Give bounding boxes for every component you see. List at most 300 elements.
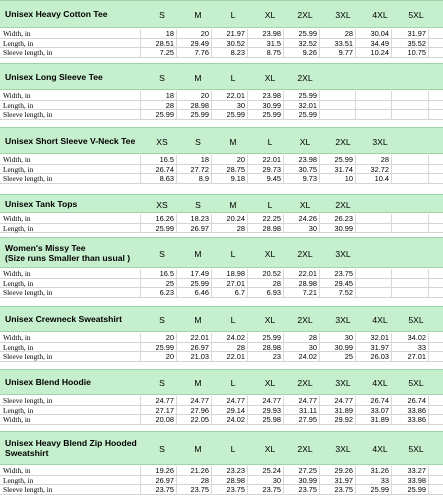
size-column-label: 2XL (297, 378, 313, 388)
measurement-value: 23.75 (262, 485, 281, 495)
measurement-value: 24.77 (226, 396, 245, 405)
grid-line (391, 333, 392, 362)
measurement-value: 24.77 (334, 396, 353, 405)
grid-line (176, 155, 177, 184)
measurement-value: 18 (200, 155, 209, 164)
measurement-value: 30.04 (370, 29, 389, 38)
measurement-label: Width, in (3, 214, 31, 223)
size-column-label: XL (264, 10, 276, 20)
measurement-value: 10.4 (374, 174, 389, 184)
size-column-label: XL (299, 200, 311, 210)
measurement-value: 25.99 (190, 278, 209, 288)
measurement-value: 6.7 (234, 288, 245, 298)
measurement-value: 20 (200, 29, 209, 38)
measurement-value: 23.75 (334, 485, 353, 495)
measurement-row (0, 476, 443, 486)
size-column-label: M (194, 73, 202, 83)
measurement-value: 24.77 (155, 396, 174, 405)
measurement-label: Sleeve length, in (3, 174, 53, 184)
size-column-label: 3XL (335, 315, 351, 325)
size-column-label: 2XL (297, 10, 313, 20)
measurement-value: 34.49 (370, 38, 389, 48)
section-header (0, 237, 443, 268)
measurement-value: 23.98 (298, 155, 317, 164)
grid-line (140, 214, 141, 233)
measurement-value: 28.51 (155, 38, 174, 48)
measurement-value: 23 (272, 352, 281, 362)
section-header (0, 0, 443, 28)
grid-line (319, 29, 320, 58)
measurement-value: 7.76 (194, 48, 209, 58)
measurement-value: 26.97 (190, 342, 209, 352)
grid-line (211, 396, 212, 425)
grid-line (319, 466, 320, 495)
measurement-value: 30.75 (298, 164, 317, 174)
grid-line (176, 333, 177, 362)
measurement-value: 18.98 (226, 269, 245, 278)
measurement-label: Length, in (3, 164, 34, 174)
measurement-value: 23.75 (334, 269, 353, 278)
measurement-value: 6.23 (159, 288, 174, 298)
measurement-value: 27.95 (298, 415, 317, 425)
measurement-row (0, 91, 443, 101)
measurement-row (0, 485, 443, 495)
measurement-value: 29.73 (262, 164, 281, 174)
grid-line (283, 155, 284, 184)
measurement-value: 20.08 (155, 415, 174, 425)
grid-line (211, 29, 212, 58)
measurement-value: 24.77 (298, 396, 317, 405)
measurement-value: 33 (380, 475, 389, 485)
measurement-value: 32.01 (298, 100, 317, 110)
grid-line (211, 91, 212, 120)
measurement-row (0, 415, 443, 425)
size-column-label: S (159, 249, 165, 259)
measurement-value: 18 (165, 29, 174, 38)
grid-line (428, 269, 429, 298)
measurement-value: 25.99 (334, 155, 353, 164)
grid-line (247, 466, 248, 495)
measurement-value: 16.26 (155, 214, 174, 223)
grid-line (355, 214, 356, 233)
measurement-value: 31.26 (370, 466, 389, 475)
measurement-value: 33 (417, 342, 426, 352)
measurement-row (0, 174, 443, 184)
measurement-value: 25.99 (155, 342, 174, 352)
measurement-value: 31.11 (299, 405, 317, 415)
size-column-label: 3XL (335, 249, 351, 259)
measurement-value: 7.25 (159, 48, 174, 58)
measurement-value: 25.99 (226, 110, 245, 120)
measurement-value: 28 (200, 475, 209, 485)
grid-line (176, 29, 177, 58)
measurement-value: 28 (308, 333, 317, 342)
measurement-row (0, 343, 443, 353)
measurement-value: 25.99 (190, 110, 209, 120)
section-title: Unisex Short Sleeve V-Neck Tee (5, 136, 136, 146)
measurement-label: Width, in (3, 466, 31, 475)
measurement-value: 23.75 (226, 485, 245, 495)
measurement-value: 33.86 (407, 405, 426, 415)
size-column-label: XL (264, 315, 276, 325)
measurement-value: 24.26 (298, 214, 317, 223)
measurement-value: 27.25 (298, 466, 317, 475)
measurement-value: 27.72 (190, 164, 209, 174)
section-title: Unisex Tank Tops (5, 199, 78, 209)
grid-line (428, 396, 429, 425)
measurement-value: 25.99 (262, 110, 281, 120)
measurement-value: 28 (236, 223, 245, 233)
measurement-value: 28.98 (226, 475, 245, 485)
measurement-value: 23.75 (155, 485, 174, 495)
size-column-label: XS (156, 200, 168, 210)
section-header (0, 127, 443, 154)
measurement-value: 25.99 (370, 485, 389, 495)
measurement-value: 24.02 (298, 352, 317, 362)
measurement-label: Sleeve length, in (3, 352, 53, 362)
size-column-label: 3XL (335, 378, 351, 388)
measurement-value: 27.96 (190, 405, 209, 415)
section-title: Unisex Long Sleeve Tee (5, 72, 103, 82)
grid-line (391, 269, 392, 298)
measurement-value: 26.03 (370, 352, 389, 362)
measurement-row (0, 165, 443, 175)
size-column-label: L (230, 378, 236, 388)
measurement-value: 28.98 (298, 278, 317, 288)
measurement-value: 28.98 (190, 100, 209, 110)
measurement-row (0, 39, 443, 49)
measurement-value: 26.74 (370, 396, 389, 405)
measurement-label: Sleeve length, in (3, 396, 53, 405)
measurement-value: 9.18 (230, 174, 245, 184)
grid-line (391, 396, 392, 425)
measurement-value: 10 (344, 174, 353, 184)
measurement-value: 25.99 (407, 485, 426, 495)
size-column-label: S (159, 444, 165, 454)
measurement-value: 28 (165, 100, 174, 110)
section-header (0, 306, 443, 332)
measurement-row (0, 333, 443, 343)
measurement-row (0, 110, 443, 120)
section-title: Sweatshirt (5, 448, 49, 458)
measurement-value: 30 (308, 342, 317, 352)
grid-line (319, 91, 320, 120)
section-title: Unisex Heavy Cotton Tee (5, 9, 108, 19)
measurement-value: 24.77 (262, 396, 281, 405)
size-column-label: L (267, 137, 273, 147)
grid-line (247, 155, 248, 184)
grid-line (428, 29, 429, 58)
measurement-value: 23.75 (298, 485, 317, 495)
measurement-value: 33.98 (407, 475, 426, 485)
measurement-value: 26.97 (190, 223, 209, 233)
grid-line (140, 396, 141, 425)
grid-line (211, 155, 212, 184)
size-column-label: L (230, 315, 236, 325)
size-column-label: XL (264, 249, 276, 259)
measurement-value: 19.26 (155, 466, 174, 475)
size-column-label: XL (264, 444, 276, 454)
measurement-value: 31.97 (407, 29, 426, 38)
grid-line (211, 269, 212, 298)
grid-line (319, 155, 320, 184)
measurement-value: 25.24 (262, 466, 281, 475)
measurement-value: 25.99 (155, 223, 174, 233)
measurement-value: 26.23 (334, 214, 353, 223)
grid-line (176, 269, 177, 298)
measurement-value: 23.98 (262, 29, 281, 38)
measurement-value: 22.01 (262, 155, 281, 164)
grid-line (428, 214, 429, 233)
measurement-value: 8.23 (230, 48, 245, 58)
size-column-label: M (229, 200, 237, 210)
measurement-value: 27.01 (226, 278, 245, 288)
grid-line (283, 91, 284, 120)
measurement-value: 16.5 (159, 269, 174, 278)
grid-line (355, 333, 356, 362)
measurement-label: Sleeve length, in (3, 48, 53, 58)
grid-line (283, 396, 284, 425)
section-title: (Size runs Smaller than usual ) (5, 253, 131, 263)
measurement-value: 28 (272, 278, 281, 288)
measurement-value: 20 (200, 91, 209, 100)
measurement-value: 23.23 (226, 466, 245, 475)
measurement-value: 30.52 (226, 38, 245, 48)
measurement-value: 21.97 (226, 29, 245, 38)
grid-line (176, 91, 177, 120)
measurement-value: 28 (344, 29, 353, 38)
measurement-value: 9.77 (338, 48, 353, 58)
measurement-value: 26.74 (407, 396, 426, 405)
measurement-value: 7.52 (338, 288, 353, 298)
measurement-label: Sleeve length, in (3, 288, 53, 298)
measurement-value: 31.97 (370, 342, 389, 352)
size-column-label: 3XL (372, 137, 388, 147)
measurement-value: 29.14 (226, 405, 245, 415)
measurement-value: 35.52 (407, 38, 426, 48)
grid-line (247, 333, 248, 362)
measurement-value: 25 (344, 352, 353, 362)
grid-line (140, 269, 141, 298)
size-column-label: 2XL (297, 444, 313, 454)
grid-line (140, 155, 141, 184)
measurement-row (0, 155, 443, 165)
grid-line (283, 333, 284, 362)
measurement-row (0, 279, 443, 289)
grid-line (247, 29, 248, 58)
measurement-value: 28 (380, 155, 389, 164)
size-column-label: M (194, 249, 202, 259)
measurement-value: 25.98 (262, 415, 281, 425)
size-column-label: L (230, 10, 236, 20)
measurement-value: 31.89 (370, 415, 389, 425)
size-column-label: M (194, 378, 202, 388)
measurement-value: 20 (165, 333, 174, 342)
measurement-row (0, 352, 443, 362)
measurement-value: 25.99 (262, 333, 281, 342)
measurement-value: 6.93 (266, 288, 281, 298)
measurement-row (0, 101, 443, 111)
grid-line (140, 91, 141, 120)
measurement-value: 20 (165, 352, 174, 362)
measurement-value: 18.23 (190, 214, 209, 223)
size-column-label: XS (156, 137, 168, 147)
measurement-value: 31.5 (266, 38, 281, 48)
measurement-label: Width, in (3, 155, 31, 164)
section-title: Unisex Heavy Blend Zip Hooded (5, 438, 137, 448)
grid-line (355, 466, 356, 495)
grid-line (428, 333, 429, 362)
measurement-value: 25.99 (155, 110, 174, 120)
measurement-label: Width, in (3, 333, 31, 342)
measurement-row (0, 224, 443, 234)
measurement-label: Length, in (3, 100, 34, 110)
size-column-label: 5XL (408, 315, 424, 325)
measurement-value: 23.98 (262, 91, 281, 100)
size-column-label: M (194, 444, 202, 454)
section-header (0, 194, 443, 213)
measurement-value: 29.45 (334, 278, 353, 288)
measurement-value: 33.27 (407, 466, 426, 475)
measurement-value: 32.52 (298, 38, 317, 48)
section-title: Women's Missy Tee (5, 243, 86, 253)
measurement-value: 25 (165, 278, 174, 288)
measurement-row (0, 396, 443, 406)
measurement-value: 22.25 (262, 214, 281, 223)
measurement-value: 28 (236, 342, 245, 352)
measurement-value: 30 (272, 475, 281, 485)
measurement-value: 24.77 (190, 396, 209, 405)
measurement-value: 30 (236, 100, 245, 110)
measurement-value: 8.63 (159, 174, 174, 184)
measurement-value: 28.75 (226, 164, 245, 174)
section-title: Unisex Blend Hoodie (5, 377, 91, 387)
measurement-value: 30 (308, 223, 317, 233)
grid-line (176, 466, 177, 495)
section-header (0, 63, 443, 90)
measurement-value: 9.73 (302, 174, 317, 184)
grid-line (355, 396, 356, 425)
section-title: Unisex Crewneck Sweatshirt (5, 314, 123, 324)
size-column-label: XL (299, 137, 311, 147)
measurement-value: 33.86 (407, 415, 426, 425)
grid-line (391, 214, 392, 233)
measurement-value: 20 (236, 155, 245, 164)
grid-line (140, 333, 141, 362)
size-column-label: 4XL (372, 378, 388, 388)
measurement-value: 30.99 (262, 100, 281, 110)
size-column-label: S (159, 315, 165, 325)
measurement-value: 16.5 (159, 155, 174, 164)
measurement-row (0, 214, 443, 224)
measurement-value: 30 (344, 333, 353, 342)
grid-line (140, 466, 141, 495)
measurement-value: 22.01 (190, 333, 209, 342)
measurement-row (0, 48, 443, 58)
grid-line (391, 29, 392, 58)
measurement-label: Width, in (3, 269, 31, 278)
measurement-label: Length, in (3, 342, 34, 352)
size-column-label: S (159, 73, 165, 83)
size-column-label: L (230, 73, 236, 83)
measurement-value: 22.01 (298, 269, 317, 278)
measurement-value: 29.26 (334, 466, 353, 475)
measurement-row (0, 29, 443, 39)
size-column-label: 3XL (335, 10, 351, 20)
size-column-label: L (267, 200, 273, 210)
measurement-label: Length, in (3, 38, 34, 48)
measurement-value: 20.24 (226, 214, 245, 223)
grid-line (247, 91, 248, 120)
section-header (0, 369, 443, 395)
measurement-value: 20.52 (262, 269, 281, 278)
size-column-label: 2XL (335, 137, 351, 147)
measurement-value: 25.99 (298, 29, 317, 38)
size-column-label: M (194, 10, 202, 20)
measurement-value: 9.26 (302, 48, 317, 58)
size-column-label: XL (264, 73, 276, 83)
grid-line (247, 269, 248, 298)
grid-line (283, 29, 284, 58)
measurement-value: 29.93 (262, 405, 281, 415)
measurement-label: Width, in (3, 29, 31, 38)
measurement-value: 31.97 (334, 475, 353, 485)
measurement-label: Sleeve length, in (3, 110, 53, 120)
measurement-value: 6.46 (194, 288, 209, 298)
grid-line (428, 466, 429, 495)
grid-line (319, 333, 320, 362)
grid-line (283, 269, 284, 298)
measurement-value: 18 (165, 91, 174, 100)
measurement-label: Length, in (3, 278, 34, 288)
grid-line (283, 214, 284, 233)
measurement-value: 31.89 (334, 405, 353, 415)
measurement-value: 29.49 (190, 38, 209, 48)
measurement-value: 22.01 (226, 91, 245, 100)
size-column-label: 2XL (297, 73, 313, 83)
grid-line (211, 466, 212, 495)
size-column-label: 4XL (372, 444, 388, 454)
measurement-value: 31.74 (334, 164, 353, 174)
measurement-value: 26.97 (155, 475, 174, 485)
measurement-label: Length, in (3, 405, 34, 415)
measurement-label: Width, in (3, 415, 31, 425)
measurement-row (0, 466, 443, 476)
size-column-label: S (159, 378, 165, 388)
grid-line (140, 29, 141, 58)
grid-line (319, 214, 320, 233)
measurement-value: 8.75 (266, 48, 281, 58)
size-column-label: 4XL (372, 10, 388, 20)
size-column-label: 3XL (335, 444, 351, 454)
size-column-label: L (230, 444, 236, 454)
measurement-value: 9.45 (266, 174, 281, 184)
measurement-value: 30.99 (334, 342, 353, 352)
size-column-label: 4XL (372, 315, 388, 325)
size-column-label: 5XL (408, 378, 424, 388)
grid-line (176, 214, 177, 233)
grid-line (247, 396, 248, 425)
measurement-value: 24.02 (226, 333, 245, 342)
measurement-value: 32.01 (370, 333, 389, 342)
section-header (0, 431, 443, 465)
size-column-label: 5XL (408, 444, 424, 454)
measurement-value: 22.01 (226, 352, 245, 362)
grid-line (355, 269, 356, 298)
measurement-value: 23.75 (190, 485, 209, 495)
grid-line (355, 91, 356, 120)
measurement-value: 27.17 (155, 405, 174, 415)
